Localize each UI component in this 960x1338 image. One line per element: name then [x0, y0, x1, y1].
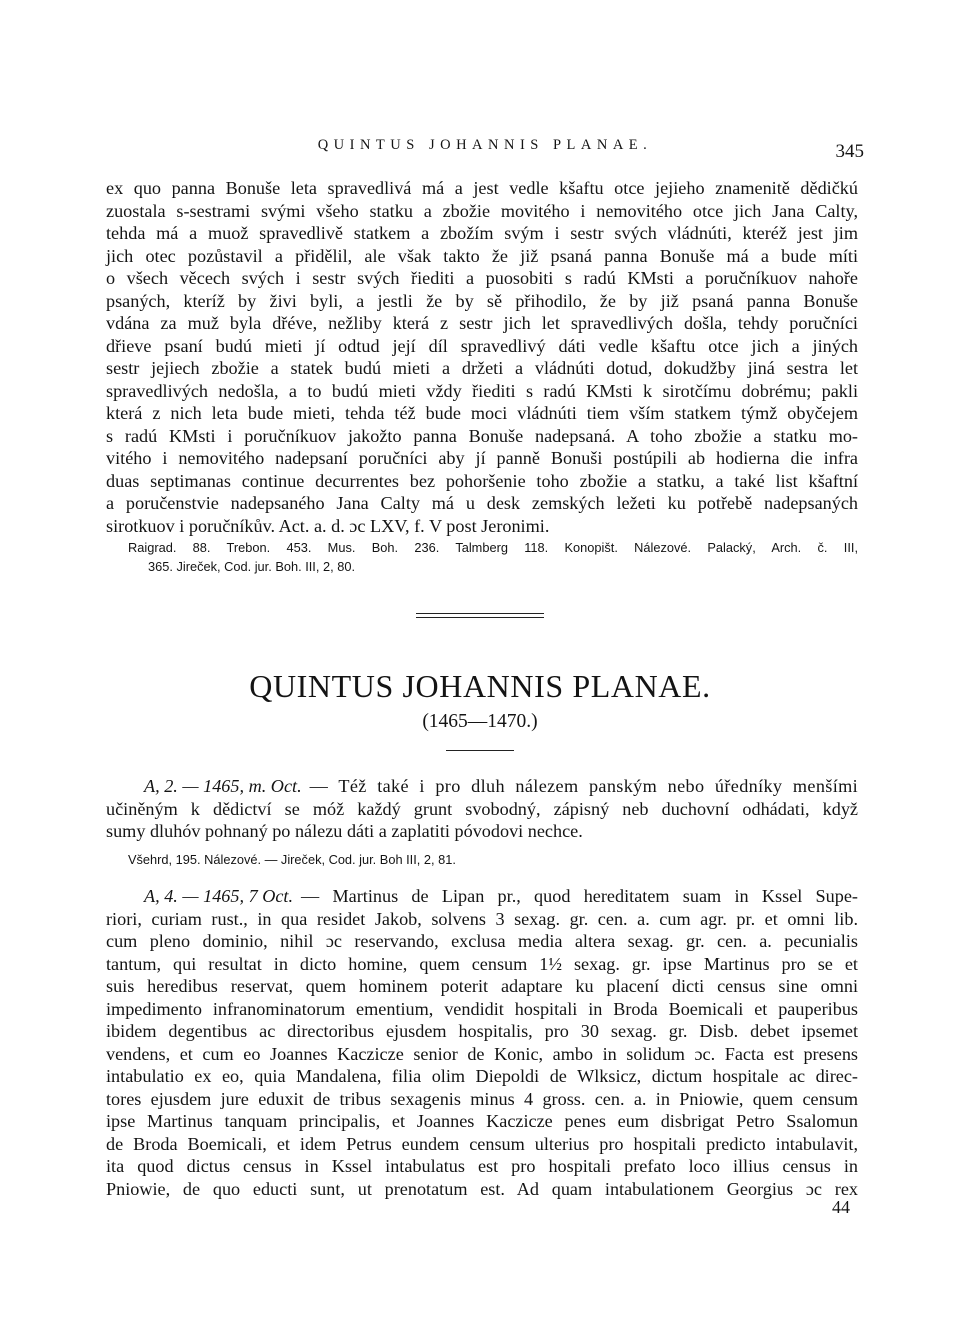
text-line: o všech věcech svých i sestr svých řiediti a puosobiti s radú KMsti a poručníkuov nahoře: [106, 268, 858, 288]
text-line: [106, 775, 858, 798]
section-divider-rule: [416, 613, 544, 614]
text-line: učiněným k dědictví se móž každý grunt svobodný, zápisný neb duchovní odhádati, když: [106, 798, 858, 819]
text-line: vendens, et cum eo Joannes Kaczicze senior de Konic, ambo in solidum ɔc. Facta est presens: [106, 1043, 858, 1064]
text-line: suis heredibus reservat, quem hominem poterit adaptare ku placení dicti census sine omni: [106, 976, 858, 996]
text-line: s radú KMsti i poručníkuov jakožto panna Bonuše nadepsaná. A toho zbožie a statku mo-: [106, 425, 858, 446]
section-date-range: (1465—1470.): [422, 711, 538, 732]
page-number: 345: [835, 141, 864, 162]
text-line: ita quod dictus census in Kssel intabulatus est pro hospitali prefato loco illius census in: [106, 1156, 858, 1176]
text-line: Pniowie, de quo educti sunt, ut prenotatum est. Ad quam intabulationem Georgius ɔc rex: [106, 1178, 858, 1199]
text-line: impedimento infranominatorum ementium, vendidit hospitali in Broda Boemicali et pauperibus: [106, 998, 858, 1019]
text-line-content: — Martinus de Lipan pr., quod hereditatem suam in Kssel Supe-: [301, 886, 858, 906]
first-section-body: [106, 177, 858, 537]
citation-line: Všehrd, 195. Nálezové. — Jireček, Cod. jur. Boh III, 2, 81.: [128, 852, 456, 867]
text-line-content: — Též také i pro dluh nálezem panským nebo úředníky menšími: [309, 776, 858, 796]
entry-2: [106, 885, 858, 1200]
section-divider-rule: [416, 617, 544, 618]
running-head: [106, 137, 864, 163]
citation-line: 365. Jireček, Cod. jur. Boh. III, 2, 80.: [148, 559, 355, 574]
text-line: jich otec pozůstavil a přidělil, ale však takto že již psaná panna Bonuše má a bude míti: [106, 245, 858, 266]
first-section-citation: [128, 538, 858, 576]
text-line: ipse Martinus tanquam principalis, et Joannes Kaczicze penes eum disbrigat Petro Ssalomun: [106, 1111, 858, 1131]
text-line: spravedlivých nedošla, a to budú mieti vždy řiediti s radú KMsti k sirotčímu dobrému; pakli: [106, 380, 858, 401]
text-line: ibidem degentibus ac directoribus ejusdem hospitalis, pro 30 sexag. gr. Disb. debet ipsemet: [106, 1021, 858, 1041]
text-line: duas septimanas continue decurrentes bez pohoršenie toho zbožie a statku, a také list kšaftní: [106, 470, 858, 491]
entry-1: [106, 775, 858, 843]
text-line: tehda má a muož spravedlivě statkem a zbožím svým i sestr svých vládnúti, kteréž jest jim: [106, 223, 858, 243]
text-line: psaných, kteríž by živi byli, a jestli že by sě přihodilo, že by již psaná panna Bonuše: [106, 290, 858, 311]
running-title: QUINTUS JOHANNIS PLANAE.: [317, 137, 653, 153]
entry-reference: A, 4. — 1465, 7 Oct.: [144, 886, 294, 906]
text-line: zuostala s-sestrami svými všeho statku a zbožie movitého i nemovitého otce jich Jana Calty,: [106, 200, 858, 221]
text-line: tores ejusdem jure eduxit de tribus sexagenis minus 4 gross. cen. a. in Pniowie, quem censum: [106, 1088, 858, 1109]
title-underline-rule: [446, 750, 514, 751]
entry-reference: A, 2. — 1465, m. Oct.: [144, 776, 302, 796]
text-line: dřieve psaní budú mieti jí odtud její díl spravedlivý dáti vedle kšaftu otce jich a jiných: [106, 335, 858, 356]
text-line: sirotkuov i poručníkův. Act. a. d. ɔc LXV, f. V post Jeronimi.: [106, 515, 550, 536]
text-line: tantum, qui resultat in dicto homine, quem censum 1½ sexag. gr. ipse Martinus pro se et: [106, 953, 858, 974]
text-line: cum pleno dominio, nihil ɔc reservando, exclusa media altera sexag. gr. cen. a. pecunialis: [106, 931, 858, 951]
text-line: sumy dluhóv pohnaný po nálezu dáti a zaplatiti póvodovi nechce.: [106, 821, 583, 841]
signature-mark: 44: [832, 1197, 850, 1217]
entry-1-citation: [128, 850, 858, 869]
text-line: de Broda Boemicali, et idem Petrus eundem censum ulterius pro hospitali predicto intabulavit,: [106, 1133, 858, 1154]
text-line: vitého i nemovitého nadepsaní poručníci aby jí panně Bonuši postúpili ab hodierna die infra: [106, 448, 858, 468]
text-line: [106, 885, 858, 908]
text-line: ex quo panna Bonuše leta spravedlivá má a jest vedle kšaftu otce jejieho znamenitě dědičkú: [106, 178, 858, 198]
text-line: sestr jejiech zbožie a statek budú mieti a držeti a vládnúti dotud, dokudžby jiná sestra let: [106, 358, 858, 378]
section-title: QUINTUS JOHANNIS PLANAE.: [249, 668, 711, 704]
text-line: která z nich leta bude mieti, tehda též bude moci vládnúti tiem vším statkem týmž obyčejem: [106, 403, 858, 423]
text-line: a poručenstvie nadepsaného Jana Calty má u desk zemských ležeti ku potřebě nadepsaných: [106, 493, 858, 513]
text-line: riori, curiam rust., in qua residet Jakob, solvens 3 sexag. gr. cen. a. cum agr. pr. et omni lib.: [106, 908, 858, 929]
text-line: vdána za muž byla dřéve, nežliby která z sestr jich let spravedlivých došla, tehdy poručníci: [106, 313, 858, 333]
citation-line: Raigrad. 88. Trebon. 453. Mus. Boh. 236. Talmberg 118. Konopišt. Nálezové. Palacký, Arch. č. III,: [128, 540, 858, 555]
text-line: intabulatio ex eo, quia Mandalena, filia olim Diepoldi de Wlksicz, dictum hospitale ac direc-: [106, 1066, 858, 1086]
